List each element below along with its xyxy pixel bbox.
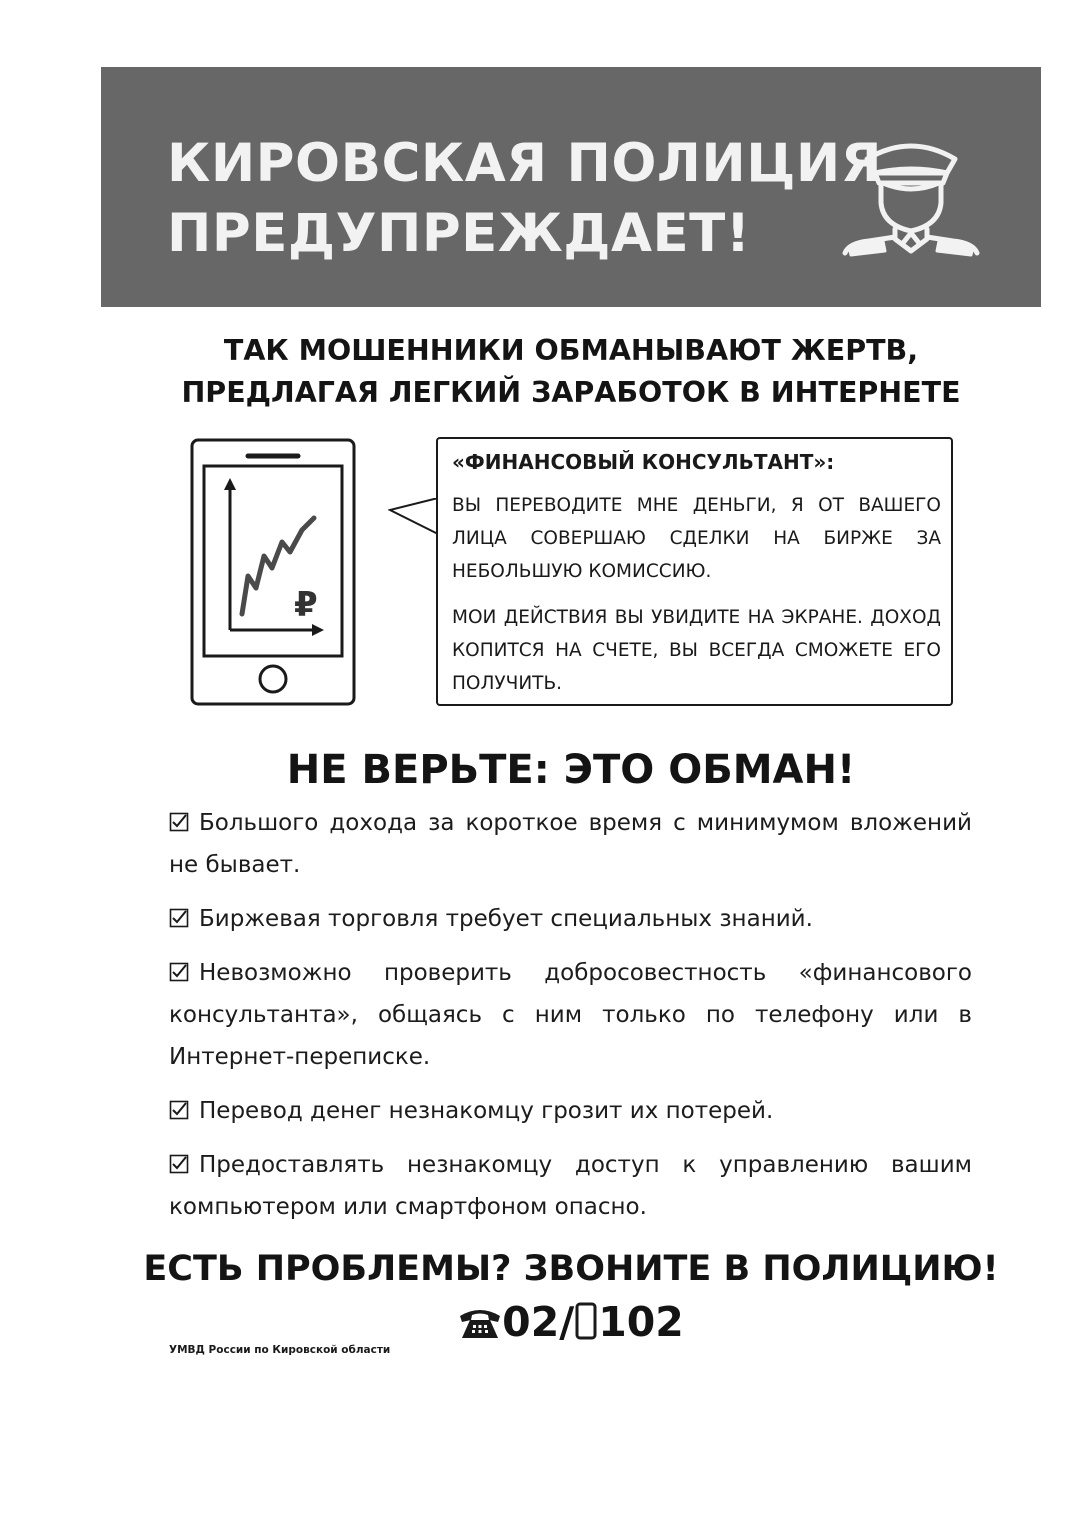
- checklist-item-text: Большого дохода за короткое время с минимумом вложений не бывает.: [169, 810, 972, 878]
- bubble-heading: «ФИНАНСОВЫЙ КОНСУЛЬТАНТ»:: [452, 450, 835, 474]
- checklist-item-text: Биржевая торговля требует специальных знаний.: [199, 906, 813, 932]
- subtitle: [101, 330, 1041, 414]
- checklist-item-text: Предоставлять незнакомцу доступ к управлению вашим компьютером или смартфоном опасно.: [169, 1152, 972, 1220]
- checkbox-checked-icon: [169, 908, 189, 928]
- checklist-item: [169, 898, 972, 940]
- warning-heading: НЕ ВЕРЬТЕ: ЭТО ОБМАН!: [286, 747, 856, 793]
- mobile-phone-icon: [574, 1302, 598, 1340]
- subtitle-line1: ТАК МОШЕННИКИ ОБМАНЫВАЮТ ЖЕРТВ,: [223, 334, 919, 367]
- footer-credit: УМВД России по Кировской области: [169, 1344, 391, 1356]
- subtitle-line2: ПРЕДЛАГАЯ ЛЕГКИЙ ЗАРАБОТОК В ИНТЕРНЕТЕ: [181, 376, 961, 409]
- speech-bubble: [436, 437, 953, 706]
- landline-number: 02: [502, 1298, 560, 1346]
- checklist-item-text: Перевод денег незнакомцу грозит их потерей.: [199, 1098, 774, 1124]
- ruble-sign: ₽: [294, 585, 318, 625]
- smartphone-growth-chart-icon: [190, 438, 356, 706]
- checkbox-checked-icon: [169, 1100, 189, 1120]
- bubble-paragraph-1: ВЫ ПЕРЕВОДИТЕ МНЕ ДЕНЬГИ, Я ОТ ВАШЕГО ЛИЦА СОВЕРШАЮ СДЕЛКИ НА БИРЖЕ ЗА НЕБОЛЬШУЮ КОМИССИЮ.: [452, 495, 941, 582]
- checklist-item: [169, 1144, 972, 1228]
- call-to-action: ЕСТЬ ПРОБЛЕМЫ? ЗВОНИТЕ В ПОЛИЦИЮ!: [143, 1249, 999, 1289]
- checklist: [169, 802, 972, 1240]
- bubble-paragraph-2: МОИ ДЕЙСТВИЯ ВЫ УВИДИТЕ НА ЭКРАНЕ. ДОХОД КОПИТСЯ НА СЧЕТЕ, ВЫ ВСЕГДА СМОЖЕТЕ ЕГО ПОЛУЧИТЬ.: [452, 607, 941, 694]
- checklist-item: [169, 1090, 972, 1132]
- checklist-item: [169, 952, 972, 1078]
- mobile-number: 102: [598, 1298, 684, 1346]
- checkbox-checked-icon: [169, 962, 189, 982]
- checkbox-checked-icon: [169, 1154, 189, 1174]
- checklist-item: [169, 802, 972, 886]
- number-separator: /: [559, 1298, 575, 1346]
- checklist-item-text: Невозможно проверить добросовестность «финансового консультанта», общаясь с ним только по телефону или в Интернет-переписке.: [169, 960, 972, 1070]
- telephone-icon: [458, 1306, 502, 1340]
- banner-title-line1: КИРОВСКАЯ ПОЛИЦИЯ: [167, 133, 883, 194]
- header-banner: [101, 67, 1041, 307]
- checkbox-checked-icon: [169, 812, 189, 832]
- police-officer-icon: [839, 129, 983, 257]
- banner-title-line2: ПРЕДУПРЕЖДАЕТ!: [167, 203, 751, 264]
- banner-title: [167, 129, 882, 269]
